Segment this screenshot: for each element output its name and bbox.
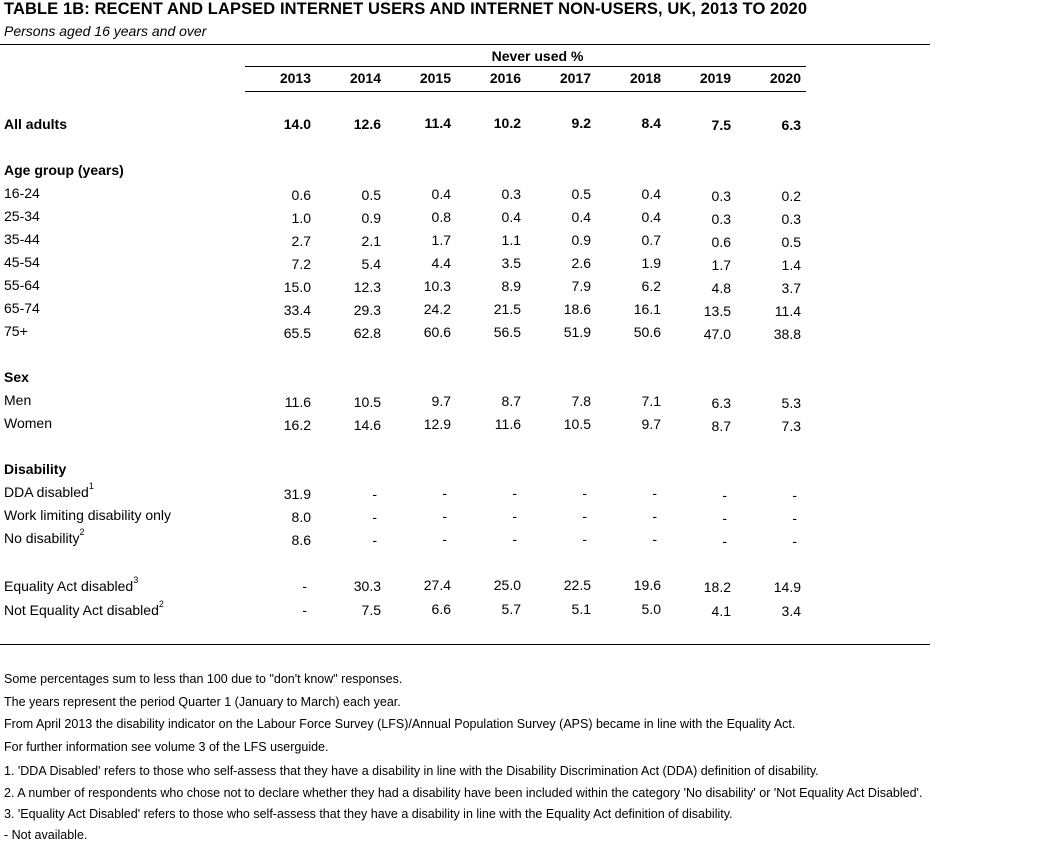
table-cell: 0.4 <box>571 209 591 225</box>
table-cell: - <box>512 485 517 501</box>
table-cell: 8.7 <box>501 393 521 409</box>
table-cell: 0.5 <box>781 234 801 250</box>
table-cell: 7.5 <box>711 117 731 133</box>
table-cell: 7.8 <box>571 393 591 409</box>
footnote-marker: 3 <box>133 575 139 585</box>
row-label-text: Women <box>4 415 52 431</box>
row-label <box>4 507 171 523</box>
row-label-text: 55-64 <box>4 277 40 293</box>
footnote: - Not available. <box>4 828 88 842</box>
table-cell: 3.5 <box>501 255 521 271</box>
table-cell: 0.5 <box>571 186 591 202</box>
row-label <box>4 392 31 408</box>
table-cell: 65.5 <box>283 325 311 341</box>
table-cell: 0.3 <box>711 188 731 204</box>
table-cell: 14.0 <box>283 116 311 132</box>
table-cell: - <box>302 602 307 618</box>
table-cell: - <box>512 531 517 547</box>
table-cell: - <box>442 508 447 524</box>
table-cell: 11.4 <box>424 115 451 131</box>
table-cell: 3.4 <box>781 603 801 619</box>
table-cell: 5.1 <box>571 601 591 617</box>
table-cell: 24.2 <box>423 301 451 317</box>
table-cell: 10.3 <box>423 278 451 294</box>
table-cell: 5.3 <box>781 395 801 411</box>
table-cell: 1.4 <box>781 257 801 273</box>
table-cell: 0.7 <box>641 232 661 248</box>
table-cell: 2.6 <box>571 255 591 271</box>
row-label-text: DDA disabled <box>4 484 89 500</box>
table-cell: 4.1 <box>711 603 731 619</box>
table-cell: 11.6 <box>494 416 521 432</box>
row-label-text: Men <box>4 392 32 408</box>
year-header-2013: 2013 <box>279 70 311 86</box>
table-cell: 0.4 <box>641 186 661 202</box>
table-cell: 21.5 <box>493 301 521 317</box>
bottom-rule <box>0 644 930 645</box>
year-header-2017: 2017 <box>559 70 591 86</box>
table-cell: 9.7 <box>431 393 451 409</box>
row-label <box>4 575 139 594</box>
table-cell: 47.0 <box>703 326 731 342</box>
table-subtitle: Persons aged 16 years and over <box>4 23 207 39</box>
table-cell: - <box>652 531 657 547</box>
table-cell: 7.1 <box>641 393 661 409</box>
table-cell: - <box>582 485 587 501</box>
table-cell: 8.6 <box>291 532 311 548</box>
table-cell: 8.9 <box>501 278 521 294</box>
table-cell: - <box>792 487 797 503</box>
table-title: TABLE 1B: RECENT AND LAPSED INTERNET USERS AND INTERNET NON-USERS, UK, 2013 TO 2020 <box>4 0 808 18</box>
table-cell: 56.5 <box>493 324 521 340</box>
table-cell: 18.6 <box>563 301 591 317</box>
row-label <box>4 231 40 247</box>
row-label-text: Disability <box>4 461 67 477</box>
top-rule <box>0 44 930 45</box>
table-cell: 19.6 <box>633 577 661 593</box>
table-cell: - <box>722 487 727 503</box>
footnote-marker: 2 <box>79 527 85 537</box>
table-cell: 0.4 <box>501 209 521 225</box>
table-cell: 14.9 <box>773 579 801 595</box>
row-label-text: Age group (years) <box>4 162 124 178</box>
footnote: For further information see volume 3 of the LFS userguide. <box>4 740 329 754</box>
row-label-text: All adults <box>4 116 68 132</box>
table-cell: 12.9 <box>423 416 451 432</box>
table-cell: - <box>442 531 447 547</box>
table-cell: 50.6 <box>633 324 661 340</box>
row-label-text: 25-34 <box>4 208 40 224</box>
table-cell: 0.5 <box>361 187 381 203</box>
table-cell: 0.4 <box>431 186 451 202</box>
table-cell: 0.3 <box>711 211 731 227</box>
row-label-text: 16-24 <box>4 185 40 201</box>
table-cell: 1.0 <box>291 210 311 226</box>
row-label <box>4 527 85 546</box>
table-cell: 31.9 <box>283 486 311 502</box>
table-cell: 18.2 <box>703 579 731 595</box>
table-cell: - <box>302 578 307 594</box>
table-cell: 7.3 <box>781 418 801 434</box>
row-label-text: 75+ <box>4 323 28 339</box>
row-label <box>4 300 40 316</box>
table-cell: 9.7 <box>641 416 661 432</box>
table-cell: 2.1 <box>361 233 381 249</box>
table-cell: - <box>722 533 727 549</box>
table-cell: 12.3 <box>353 279 381 295</box>
table-cell: 1.7 <box>711 257 731 273</box>
table-cell: - <box>652 485 657 501</box>
header-underline <box>245 66 806 67</box>
footnote: Some percentages sum to less than 100 due to "don't know" responses. <box>4 672 403 686</box>
table-cell: 0.9 <box>361 210 381 226</box>
table-cell: 51.9 <box>563 324 591 340</box>
table-cell: - <box>372 532 377 548</box>
row-label <box>4 254 40 270</box>
table-cell: - <box>372 486 377 502</box>
table-cell: 15.0 <box>283 279 311 295</box>
table-cell: 0.2 <box>781 188 801 204</box>
row-label-text: Not Equality Act disabled <box>4 602 159 618</box>
table-cell: - <box>722 510 727 526</box>
table-cell: 12.6 <box>353 116 381 132</box>
row-label-text: Equality Act disabled <box>4 578 134 594</box>
row-label <box>4 323 28 339</box>
table-cell: 38.8 <box>773 326 801 342</box>
table-cell: 10.2 <box>493 115 521 131</box>
table-cell: 7.5 <box>361 602 381 618</box>
row-heading <box>4 116 67 132</box>
year-header-2015: 2015 <box>419 70 451 86</box>
table-cell: 7.9 <box>571 278 591 294</box>
row-label <box>4 481 94 500</box>
table-cell: 0.6 <box>291 187 311 203</box>
table-cell: 22.5 <box>563 577 591 593</box>
table-cell: 62.8 <box>353 325 381 341</box>
table-cell: 1.1 <box>501 232 521 248</box>
row-label-text: Sex <box>4 369 29 385</box>
table-cell: 1.7 <box>431 232 451 248</box>
table-cell: 6.3 <box>711 395 731 411</box>
table-cell: 3.7 <box>781 280 801 296</box>
table-cell: 16.1 <box>633 301 661 317</box>
table-cell: 1.9 <box>641 255 661 271</box>
table-cell: 4.4 <box>431 255 451 271</box>
table-cell: 8.0 <box>291 509 311 525</box>
table-cell: 10.5 <box>563 416 591 432</box>
row-label <box>4 277 40 293</box>
row-label-text: Work limiting disability only <box>4 507 172 523</box>
table-cell: 14.6 <box>353 417 381 433</box>
table-cell: 5.0 <box>641 601 661 617</box>
table-cell: 0.3 <box>781 211 801 227</box>
table-cell: 6.6 <box>431 601 451 617</box>
row-label-text: 65-74 <box>4 300 40 316</box>
row-label <box>4 185 40 201</box>
row-label <box>4 415 52 431</box>
year-header-2014: 2014 <box>349 70 381 86</box>
table-cell: 8.4 <box>641 115 661 131</box>
table-cell: 11.4 <box>774 303 801 319</box>
table-cell: 7.2 <box>291 256 311 272</box>
table-cell: 6.2 <box>641 278 661 294</box>
footnote-marker: 1 <box>88 481 94 491</box>
table-cell: 0.3 <box>501 186 521 202</box>
row-heading <box>4 369 29 385</box>
table-cell: 60.6 <box>423 324 451 340</box>
table-cell: - <box>372 509 377 525</box>
table-cell: - <box>792 510 797 526</box>
row-label-text: 45-54 <box>4 254 40 270</box>
table-cell: - <box>582 531 587 547</box>
row-heading <box>4 461 66 477</box>
row-heading <box>4 162 124 178</box>
year-header-2018: 2018 <box>629 70 661 86</box>
table-cell: - <box>652 508 657 524</box>
table-cell: 6.3 <box>781 117 801 133</box>
row-label <box>4 599 164 618</box>
footnote: The years represent the period Quarter 1 (January to March) each year. <box>4 695 401 709</box>
row-label <box>4 208 40 224</box>
table-cell: 10.5 <box>353 394 381 410</box>
footnote-marker: 2 <box>158 599 164 609</box>
table-cell: 13.5 <box>703 303 731 319</box>
table-cell: 0.9 <box>571 232 591 248</box>
year-header-2019: 2019 <box>699 70 731 86</box>
table-cell: 30.3 <box>353 578 381 594</box>
table-cell: 27.4 <box>423 577 451 593</box>
table-cell: 8.7 <box>711 418 731 434</box>
table-cell: 11.6 <box>284 394 311 410</box>
row-label-text: No disability <box>4 530 80 546</box>
table-cell: - <box>582 508 587 524</box>
table-cell: 0.8 <box>431 209 451 225</box>
row-label-text: 35-44 <box>4 231 40 247</box>
footnote: From April 2013 the disability indicator on the Labour Force Survey (LFS)/Annual Population Survey (APS) became in line with the Equality Act. <box>4 717 796 731</box>
table-cell: 0.4 <box>641 209 661 225</box>
footnote: 2. A number of respondents who chose not to declare whether they had a disability have been included within the category 'No disability' or 'Not Equality Act Disabled'. <box>4 786 923 800</box>
table-cell: 33.4 <box>283 302 311 318</box>
table-cell: - <box>792 533 797 549</box>
table-cell: 16.2 <box>283 417 311 433</box>
table-cell: 29.3 <box>353 302 381 318</box>
year-header-2020: 2020 <box>769 70 801 86</box>
table-cell: 25.0 <box>493 577 521 593</box>
table-cell: 5.4 <box>361 256 381 272</box>
column-group-header: Never used % <box>491 48 584 64</box>
table-cell: 4.8 <box>711 280 731 296</box>
footnote: 3. 'Equality Act Disabled' refers to those who self-assess that they have a disability in line with the Equality Act definition of disability. <box>4 807 733 821</box>
table-cell: - <box>442 485 447 501</box>
footnote: 1. 'DDA Disabled' refers to those who self-assess that they have a disability in line with the Disability Discrimination Act (DDA) definition of disability. <box>4 764 819 778</box>
table-cell: 0.6 <box>711 234 731 250</box>
table-cell: - <box>512 508 517 524</box>
year-header-2016: 2016 <box>489 70 521 86</box>
table-cell: 2.7 <box>291 233 311 249</box>
table-cell: 9.2 <box>571 115 591 131</box>
table-cell: 5.7 <box>501 601 521 617</box>
header-bottom-rule <box>245 91 806 92</box>
